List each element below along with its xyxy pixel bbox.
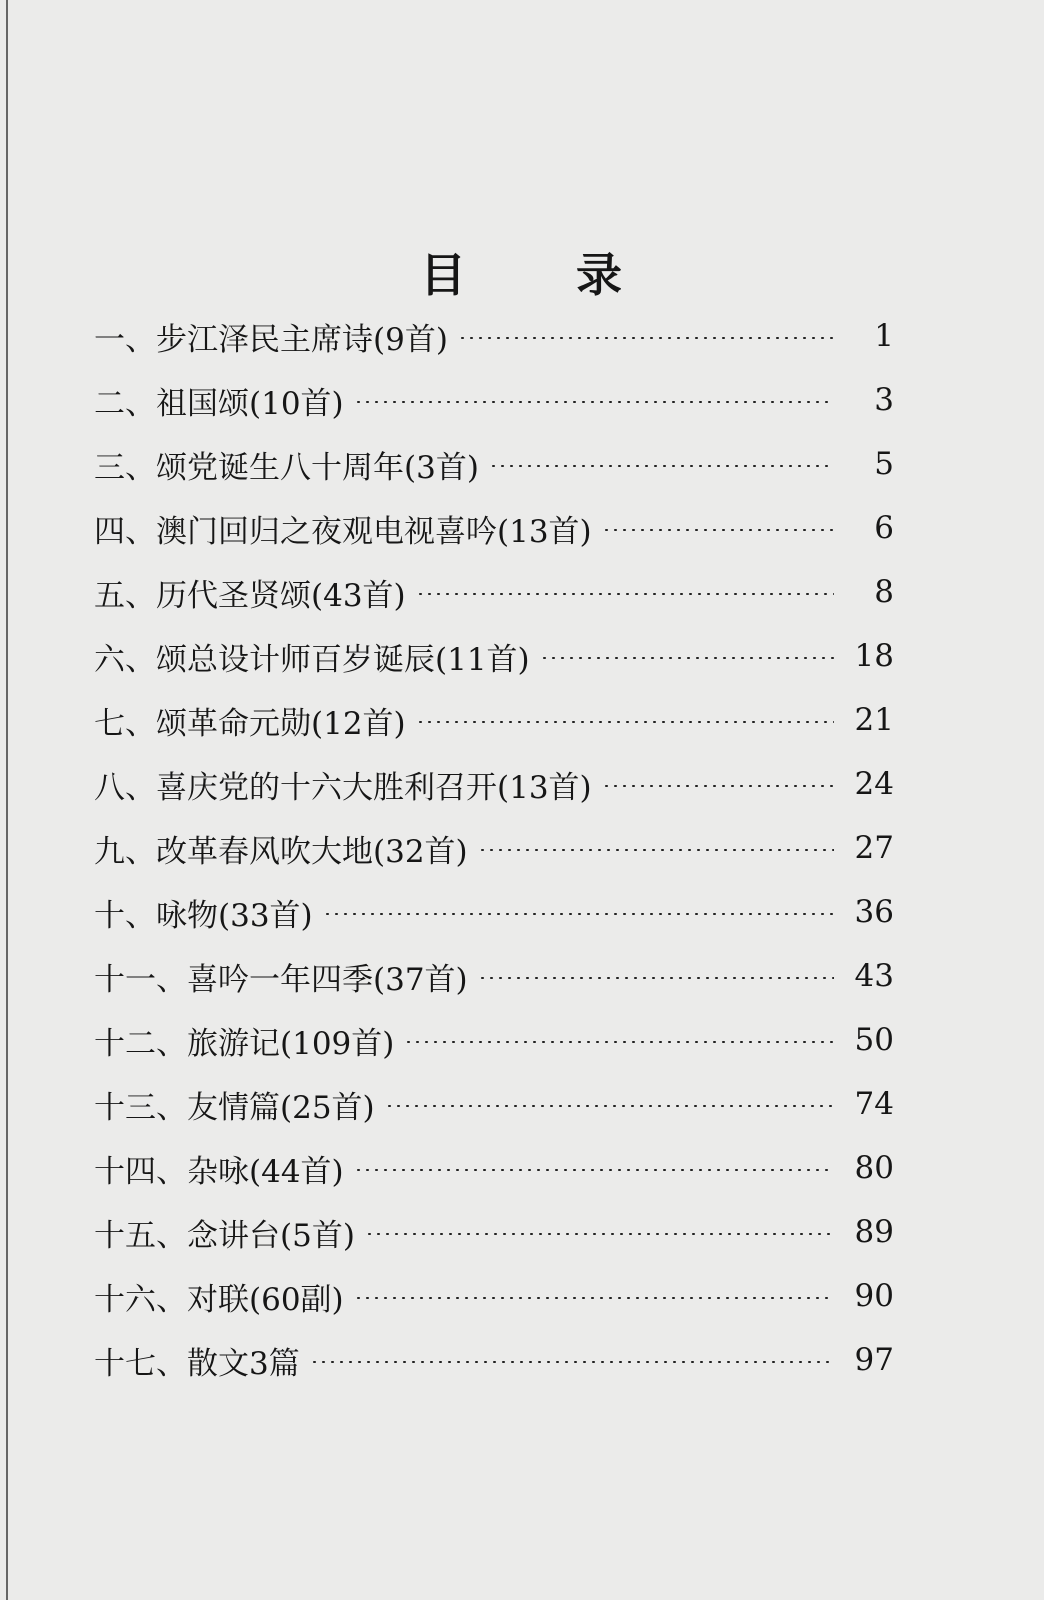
toc-entry[interactable] [94,752,894,816]
toc-entry-label: 一、步江泽民主席诗(9首) [94,321,448,358]
toc-entry-leader [478,849,834,851]
toc-entry[interactable] [94,1136,894,1200]
toc-entry-leader [540,657,834,659]
toc-entry-leader [458,337,834,339]
toc-entry-label: 四、澳门回归之夜观电视喜吟(13首) [94,513,592,550]
toc-entry-leader [323,913,834,915]
toc-entry-leader [404,1041,834,1043]
toc-entry[interactable] [94,688,894,752]
toc-entry-leader [354,1169,834,1171]
toc-entry-label: 十七、散文3篇 [94,1345,300,1382]
toc-entry[interactable] [94,496,894,560]
toc-entry-page: 43 [854,958,894,994]
toc-entry-label: 十、咏物(33首) [94,897,313,934]
toc-entry[interactable] [94,368,894,432]
toc-entry-leader [602,529,834,531]
toc-entry-page: 27 [854,830,894,866]
toc-entry-page: 1 [874,318,894,354]
toc-entry-page: 80 [854,1150,894,1186]
toc-entry-label: 十二、旅游记(109首) [94,1025,395,1062]
toc-entry-leader [489,465,834,467]
toc-entry-page: 89 [854,1214,894,1250]
toc-entry-label: 十五、念讲台(5首) [94,1217,355,1254]
toc-entry-page: 50 [854,1022,894,1058]
toc-entry-leader [354,1297,834,1299]
toc-entry-leader [385,1105,834,1107]
toc-entry-page: 8 [874,574,894,610]
toc-entry[interactable] [94,816,894,880]
toc-entry-label: 五、历代圣贤颂(43首) [94,577,406,614]
toc-entry[interactable] [94,1264,894,1328]
toc-entry-page: 90 [854,1278,894,1314]
toc-entry-leader [416,593,834,595]
toc-entry[interactable] [94,1072,894,1136]
toc-entry-label: 七、颂革命元勋(12首) [94,705,406,742]
toc-entry-page: 24 [854,766,894,802]
toc-entry-label: 十四、杂咏(44首) [94,1153,344,1190]
toc-entry-page: 36 [854,894,894,930]
toc-entry-page: 5 [874,446,894,482]
toc-entry-label: 九、改革春风吹大地(32首) [94,833,468,870]
toc-entry[interactable] [94,1008,894,1072]
toc-entry[interactable] [94,560,894,624]
toc-entry-leader [365,1233,834,1235]
toc-entry-leader [478,977,834,979]
toc-entry-page: 18 [854,638,894,674]
page-title-char-2: 录 [576,247,624,302]
toc-entry[interactable] [94,944,894,1008]
page-title [0,239,1044,305]
toc-entry[interactable] [94,1328,894,1392]
toc-entry[interactable] [94,624,894,688]
toc-entry-leader [310,1361,834,1363]
toc-entry-label: 六、颂总设计师百岁诞辰(11首) [94,641,530,678]
toc-entry[interactable] [94,880,894,944]
table-of-contents [94,304,894,1392]
toc-entry-page: 3 [874,382,894,418]
toc-entry-label: 十六、对联(60副) [94,1281,344,1318]
toc-entry-label: 十一、喜吟一年四季(37首) [94,961,468,998]
toc-entry-label: 十三、友情篇(25首) [94,1089,375,1126]
toc-entry-leader [602,785,834,787]
toc-entry-leader [416,721,834,723]
toc-entry[interactable] [94,432,894,496]
toc-entry[interactable] [94,1200,894,1264]
toc-entry-page: 97 [854,1342,894,1378]
toc-entry-page: 6 [874,510,894,546]
toc-entry-page: 21 [854,702,894,738]
toc-entry-label: 三、颂党诞生八十周年(3首) [94,449,479,486]
page-title-char-1: 目 [420,247,468,302]
toc-entry-label: 八、喜庆党的十六大胜利召开(13首) [94,769,592,806]
toc-entry-leader [354,401,834,403]
toc-entry-page: 74 [854,1086,894,1122]
toc-entry[interactable] [94,304,894,368]
toc-entry-label: 二、祖国颂(10首) [94,385,344,422]
